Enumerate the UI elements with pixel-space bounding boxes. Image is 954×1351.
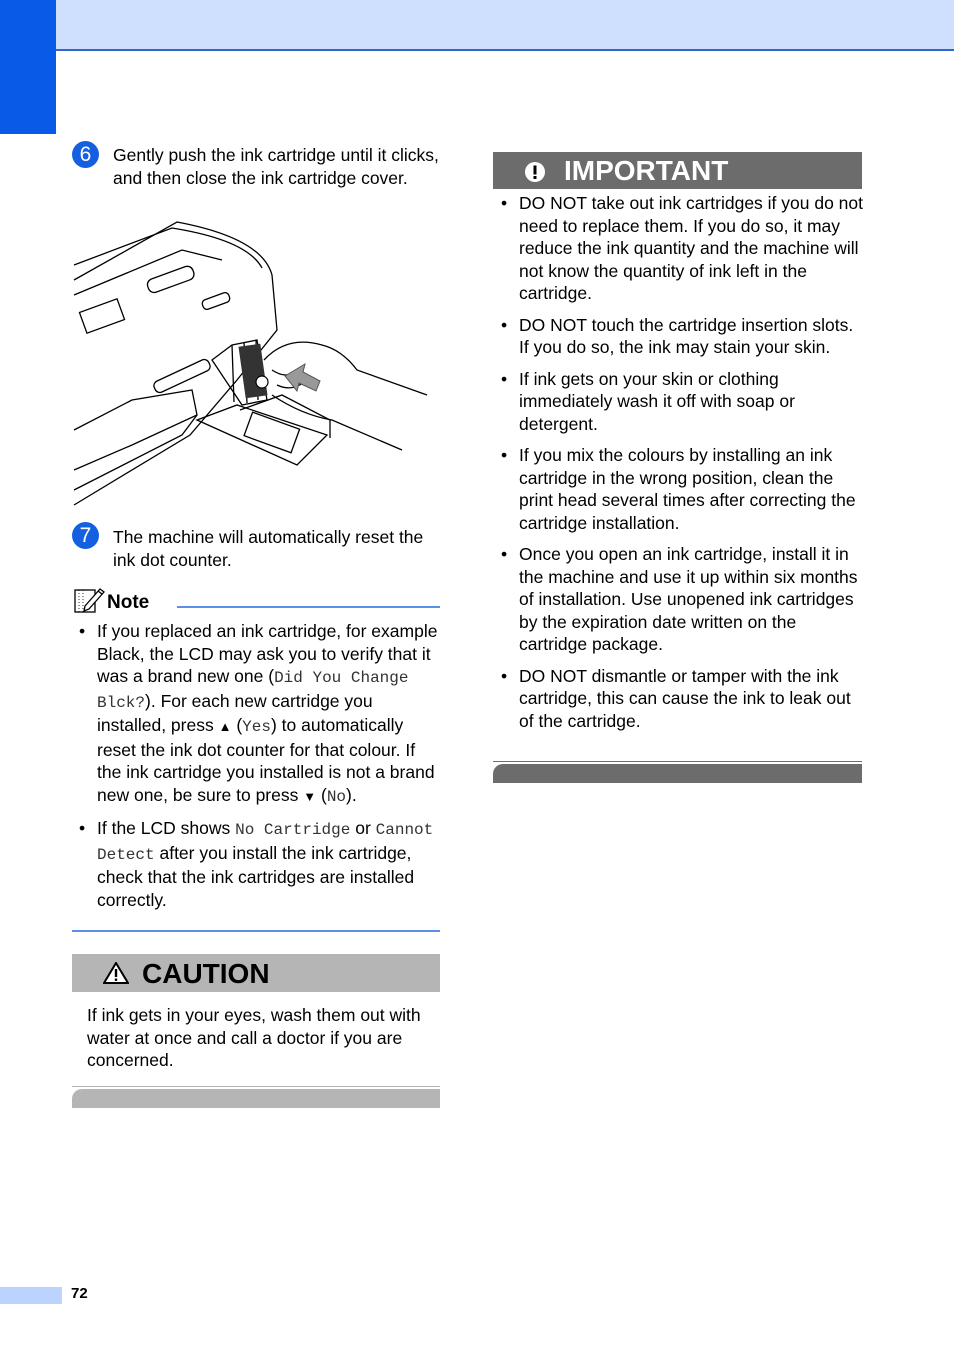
important-item: • DO NOT touch the cartridge insertion slots. If you do so, the ink may stain your skin.	[493, 314, 863, 359]
arrow-up-icon: ▲	[218, 719, 232, 734]
caution-title: CAUTION	[142, 958, 270, 989]
important-item: • Once you open an ink cartridge, install it in the machine and use it up within six months of installation. Use unopened ink cartridges by the expiration date written on the cartridge package.	[493, 543, 863, 656]
caution-text: If ink gets in your eyes, wash them out with water at once and call a doctor if you are concerned.	[87, 1005, 421, 1070]
important-item: • If you mix the colours by installing an ink cartridge in the wrong position, clean the print head several times after correcting the cartridge installation.	[493, 444, 863, 534]
note-item-2: • If the LCD shows No Cartridge or Cannot Detect after you install the ink cartridge, check that the ink cartridges are installed correctly.	[71, 817, 441, 911]
important-title: IMPORTANT	[564, 155, 729, 186]
important-list	[493, 192, 863, 732]
arrow-down-icon: ▼	[303, 788, 317, 804]
footer-tab	[0, 1287, 62, 1304]
important-item: • If ink gets on your skin or clothing immediately wash it off with soap or detergent.	[493, 368, 863, 436]
important-footer-bar	[493, 764, 862, 783]
printer-cartridge-illustration	[72, 220, 434, 508]
caution-header	[72, 954, 440, 992]
step-7-text: The machine will automatically reset the ink dot counter.	[113, 527, 424, 570]
caution-footer-line	[72, 1086, 440, 1087]
important-header	[493, 152, 862, 189]
note-header	[73, 586, 440, 612]
important-footer-line	[493, 761, 862, 762]
note-divider	[177, 606, 440, 608]
note-pencil-icon	[73, 586, 105, 614]
note-item-1: • If you replaced an ink cartridge, for example Black, the LCD may ask you to verify that it was a brand new one (Did You Change Blck?). For each new cartridge you installed, press ▲ (Yes) to automatically reset the ink dot counter for that colour. If the ink cartridge you installed is not a brand new one, be sure to press ▼ (No).	[71, 620, 441, 808]
note-title: Note	[107, 592, 150, 613]
step-6-number: 6	[72, 141, 99, 168]
important-item: • DO NOT take out ink cartridges if you do not need to replace them. If you do so, it may reduce the ink quantity and the machine will not know the quantity of ink left in the cartridge.	[493, 192, 863, 305]
exclamation-icon	[524, 161, 546, 183]
header-bar	[0, 0, 954, 51]
important-item: • DO NOT dismantle or tamper with the ink cartridge, this can cause the ink to leak out of the cartridge.	[493, 665, 863, 733]
page-number: 72	[71, 1285, 88, 1302]
note-list	[71, 620, 441, 911]
warning-triangle-icon	[103, 962, 129, 984]
step-6-text: Gently push the ink cartridge until it clicks, and then close the ink cartridge cover.	[113, 145, 439, 188]
step-7-number: 7	[72, 522, 99, 549]
caution-footer-bar	[72, 1089, 440, 1108]
note-end-divider	[72, 930, 440, 932]
chapter-side-tab	[0, 0, 56, 134]
